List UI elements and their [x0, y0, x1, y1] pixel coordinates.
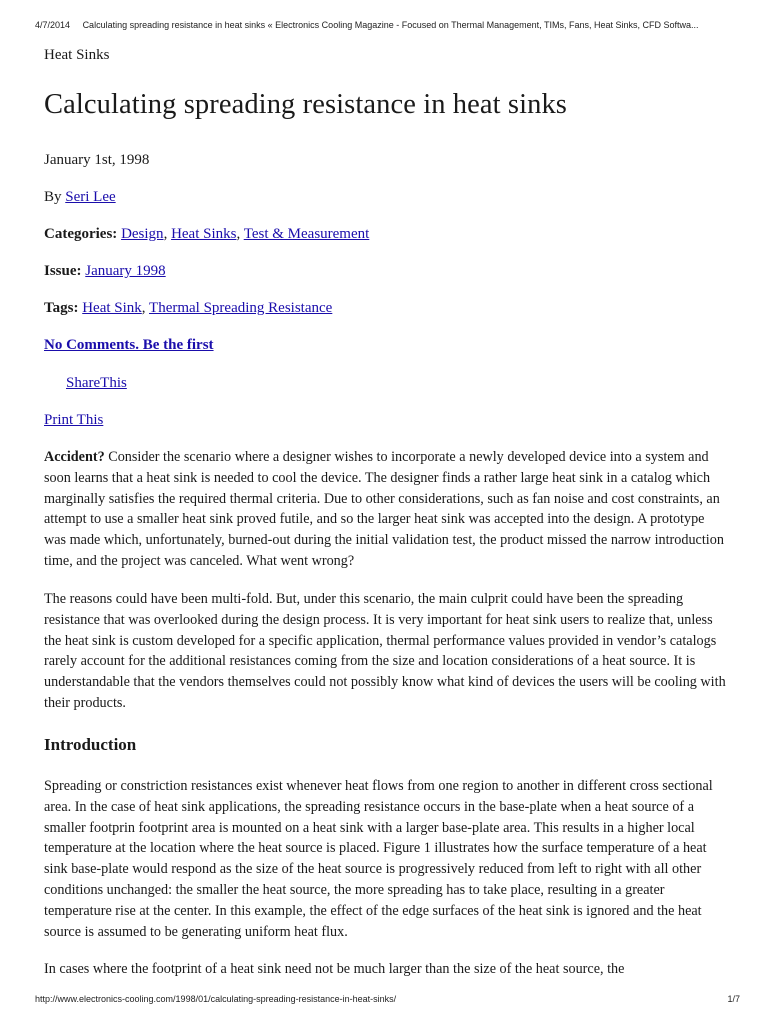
- categories-label: Categories:: [44, 226, 118, 242]
- issue-label: Issue:: [44, 263, 82, 279]
- tags-label: Tags:: [44, 300, 79, 316]
- section-label: Heat Sinks: [44, 47, 110, 63]
- article-date: January 1st, 1998: [44, 152, 150, 168]
- paragraph-introduction: Spreading or constriction resistances exist whenever heat flows from one region to another in different cross sectional area. In the case of heat sink applications, the spreading resistance occurs in the base-plate when a heat source of a smaller footprin footprint area is mounted on a heat sink with a larger base-plate area. This results in a higher local temperature at the location where the heat source is placed. Figure 1 illustrates how the surface temperature of a heat sink base-plate would respond as the size of the heat source is progressively reduced from left to right with all other conditions unchanged: the smaller the heat source, the more spreading has to take place, resulting in a greater temperature rise at the center. In this example, the effect of the edge surfaces of the heat sink is ignored and the heat source is assumed to be generating uniform heat flux.: [44, 778, 713, 940]
- print-footer: [35, 994, 740, 1004]
- byline: [44, 187, 116, 207]
- by-label: By: [44, 189, 62, 205]
- print-this-link[interactable]: Print This: [44, 412, 104, 428]
- tag-link-thermal-spreading-resistance[interactable]: Thermal Spreading Resistance: [149, 300, 333, 316]
- introduction-heading: Introduction: [44, 735, 137, 754]
- article: [44, 45, 729, 977]
- share-line: [66, 373, 127, 393]
- article-title: Calculating spreading resistance in heat sinks: [44, 89, 567, 120]
- tags-line: Tags: Heat Sink, Thermal Spreading Resistance: [44, 300, 333, 316]
- paragraph-reasons: The reasons could have been multi-fold. But, under this scenario, the main culprit could have been the spreading resistance that was overlooked during the design process. It is very important for heat sink users to realize that, unless the heat sink is custom developed for a specific application, thermal performance values provided in vendor’s catalogs rarely account for the additional resistances coming from the size and location considerations of a heat source. It is understandable that the vendors themselves could not possibly know what kind of devices the users will be cooling with their products.: [44, 591, 726, 711]
- issue-line: [44, 261, 166, 281]
- category-link-test-measurement[interactable]: Test & Measurement: [243, 226, 370, 242]
- print-header: [35, 20, 740, 30]
- share-this-link[interactable]: ShareThis: [66, 375, 127, 391]
- paragraph-accident-text: Consider the scenario where a designer wishes to incorporate a newly developed device into a system and soon learns that a heat sink is needed to cool the device. The designer finds a rather large heat sink in a catalog which marginally satisfies the required thermal criteria. Due to other considerations, such as fan noise and cost constraints, an attempt to use a smaller heat sink proved futile, and so the larger heat sink was accepted into the design. A prototype was made which, unfortunately, burned-out during the initial validation test, the product missed the narrow introduction time, and the project was canceled. What went wrong?: [44, 449, 724, 569]
- print-date: 4/7/2014: [35, 20, 71, 30]
- categories-line: Categories: Design, Heat Sinks, Test & Measurement: [44, 226, 370, 242]
- print-url: http://www.electronics-cooling.com/1998/01/calculating-spreading-resistance-in-heat-sinks/: [35, 994, 397, 1004]
- print-line: [44, 410, 103, 430]
- issue-link[interactable]: January 1998: [85, 263, 166, 279]
- category-link-design[interactable]: Design: [121, 226, 164, 242]
- paragraph-footprint: In cases where the footprint of a heat sink need not be much larger than the size of the heat source, the: [44, 961, 625, 977]
- category-link-heat-sinks[interactable]: Heat Sinks: [171, 226, 237, 242]
- print-page-title: Calculating spreading resistance in heat sinks « Electronics Cooling Magazine - Focused on Thermal Management, TIMs, Fans, Heat Sinks, CFD Softwa...: [82, 20, 699, 30]
- paragraph-lead: Accident?: [44, 449, 105, 465]
- paragraph-accident: [44, 447, 729, 572]
- comments-line: [44, 335, 214, 355]
- comments-link[interactable]: No Comments. Be the first: [44, 337, 214, 353]
- author-link[interactable]: Seri Lee: [65, 189, 116, 205]
- print-page-number: 1/7: [727, 994, 740, 1004]
- tag-link-heat-sink[interactable]: Heat Sink: [82, 300, 142, 316]
